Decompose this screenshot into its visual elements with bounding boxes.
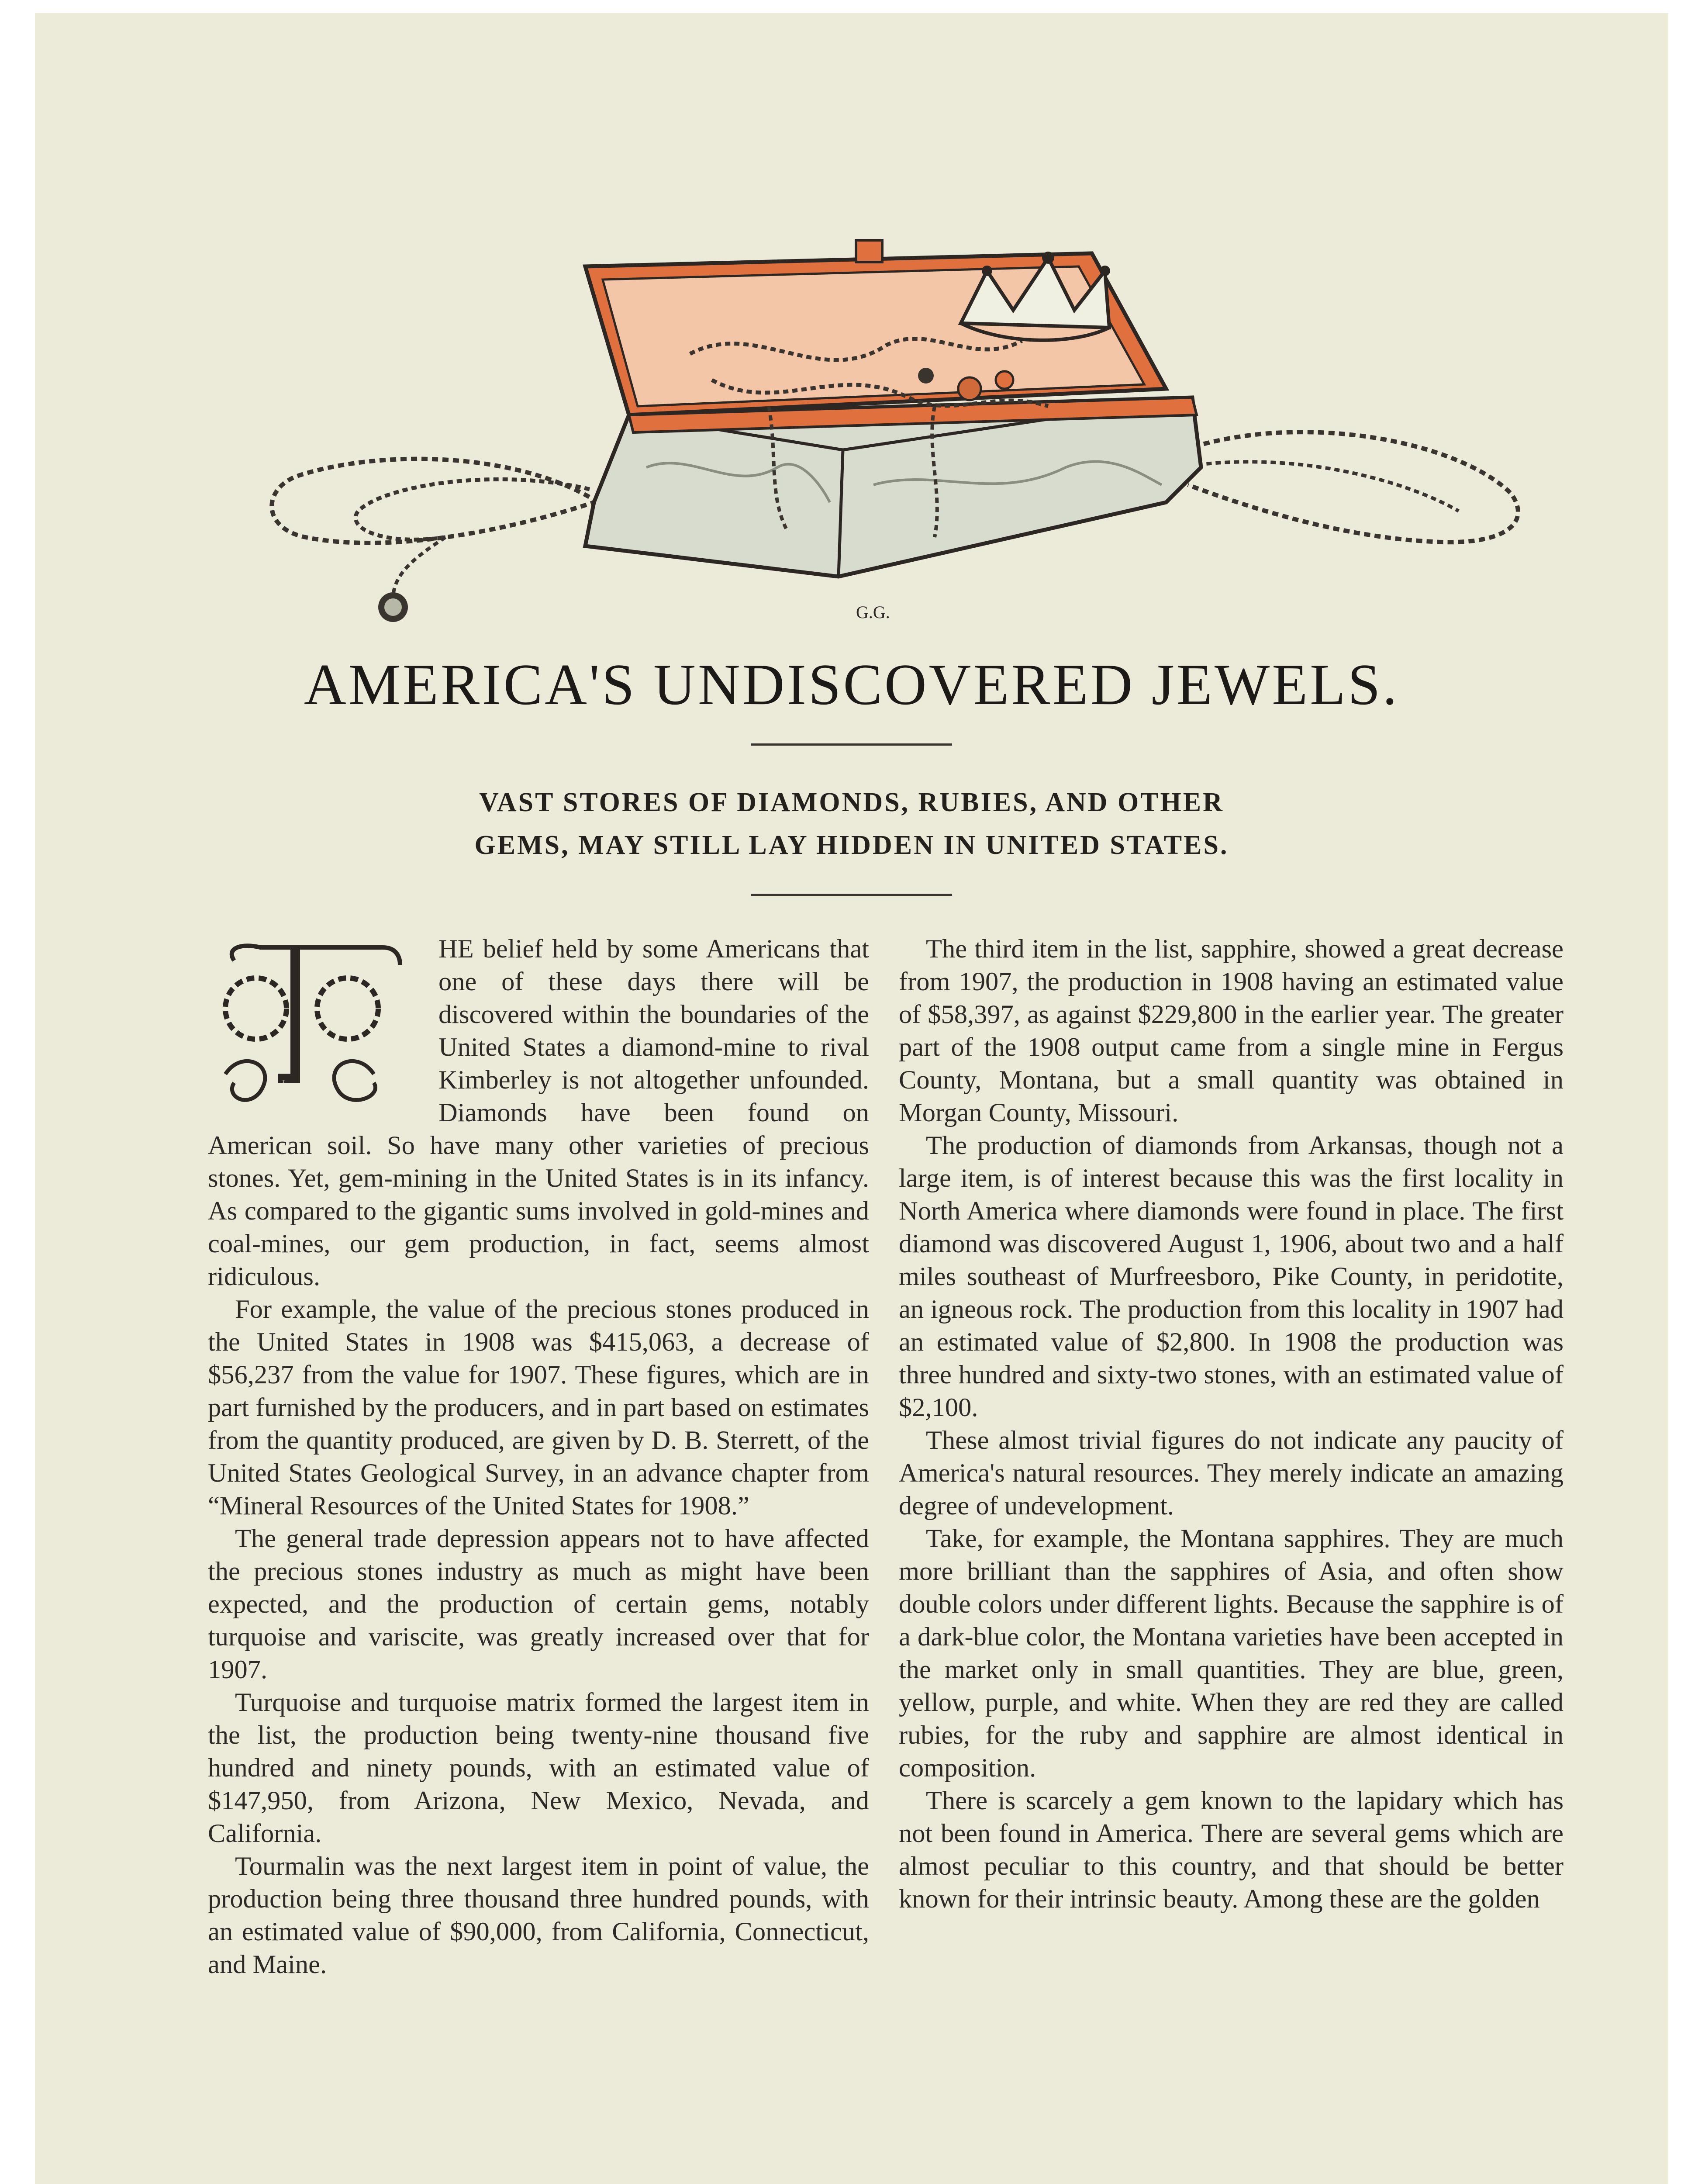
magazine-page xyxy=(35,13,1668,2184)
paragraph: The production of diamonds from Arkansas, though not a large item, is of interest because this was the first locality in North America where diamonds were found in place. The first diamond was discovered August 1, 1906, about two and a half miles southeast of Murfreesboro, Pike County, in peridotite, an igneous rock. The production from this locality in 1907 had an estimated value of $2,800. In 1908 the production was three hundred and sixty-two stones, with an estimated value of $2,100. xyxy=(899,1131,1563,1422)
paragraph: HE belief held by some Americans that one of these days there will be discovered within the boundaries of the United States a diamond-mine to rival Kimberley is not altogether unfounded. Diamonds have been found on American soil. So have many other varieties of precious stones. Yet, gem-mining in the United States is in its infancy. As compared to the gigantic sums involved in gold-mines and coal-mines, our gem production, in fact, seems almost ridiculous. xyxy=(208,934,869,1291)
subtitle-line-2: GEMS, MAY STILL LAY HIDDEN IN UNITED STATES. xyxy=(474,830,1229,860)
title-divider xyxy=(751,743,952,746)
paragraph: There is scarcely a gem known to the lapidary which has not been found in America. There are several gems which are almost peculiar to this country, and that should be better known for their intrinsic beauty. Among these are the golden xyxy=(899,1786,1563,1914)
left-column xyxy=(208,933,869,1981)
article-title: AMERICA'S UNDISCOVERED JEWELS. xyxy=(304,652,1400,717)
dropcap-ornament xyxy=(208,934,426,1118)
article-subtitle xyxy=(35,781,1668,867)
jewel-box-illustration xyxy=(253,223,1546,642)
paragraph: Take, for example, the Montana sapphires. They are much more brilliant than the sapphires of Asia, and often show double colors under different lights. Because the sapphire is of a dark-blue color, the Montana varieties have been accepted in the market only in small quantities. They are blue, green, yellow, purple, and white. When they are red they are called rubies, for the ruby and sapphire are almost identical in composition. xyxy=(899,1524,1563,1783)
paragraph: For example, the value of the precious stones produced in the United States in 1908 was $415,063, a decrease of $56,237 from the value for 1907. These figures, which are in part furnished by the producers, and in part based on estimates from the quantity produced, are given by D. B. Sterrett, of the United States Geological Survey, in an advance chapter from “Mineral Resources of the United States for 1908.” xyxy=(208,1295,869,1521)
paragraph: Turquoise and turquoise matrix formed the largest item in the list, the production being twenty-nine thousand five hundred and ninety pounds, with an estimated value of $147,950, from Arizona, New Mexico, Nevada, and California. xyxy=(208,1688,869,1848)
subtitle-divider xyxy=(751,894,952,896)
right-column xyxy=(899,933,1563,1915)
paragraph: These almost trivial figures do not indicate any paucity of America's natural resources. They merely indicate an amazing degree of undevelopment. xyxy=(899,1426,1563,1521)
paragraph: The third item in the list, sapphire, showed a great decrease from 1907, the production in 1908 having an estimated value of $58,397, as against $229,800 in the earlier year. The greater part of the 1908 output came from a single mine in Fergus County, Montana, but a small quantity was obtained in Morgan County, Missouri. xyxy=(899,934,1563,1127)
illustration-initials: G.G. xyxy=(856,602,890,622)
dropcap-letter: T xyxy=(282,1079,285,1084)
paragraph: The general trade depression appears not to have affected the precious stones industry as much as might have been expected, and the production of certain gems, notably turquoise and variscite, was greatly increased over that for 1907. xyxy=(208,1524,869,1684)
subtitle-line-1: VAST STORES OF DIAMONDS, RUBIES, AND OTHER xyxy=(479,788,1224,817)
paragraph: Tourmalin was the next largest item in point of value, the production being three thousand three hundred pounds, with an estimated value of $90,000, from California, Connecticut, and Maine. xyxy=(208,1852,869,1979)
